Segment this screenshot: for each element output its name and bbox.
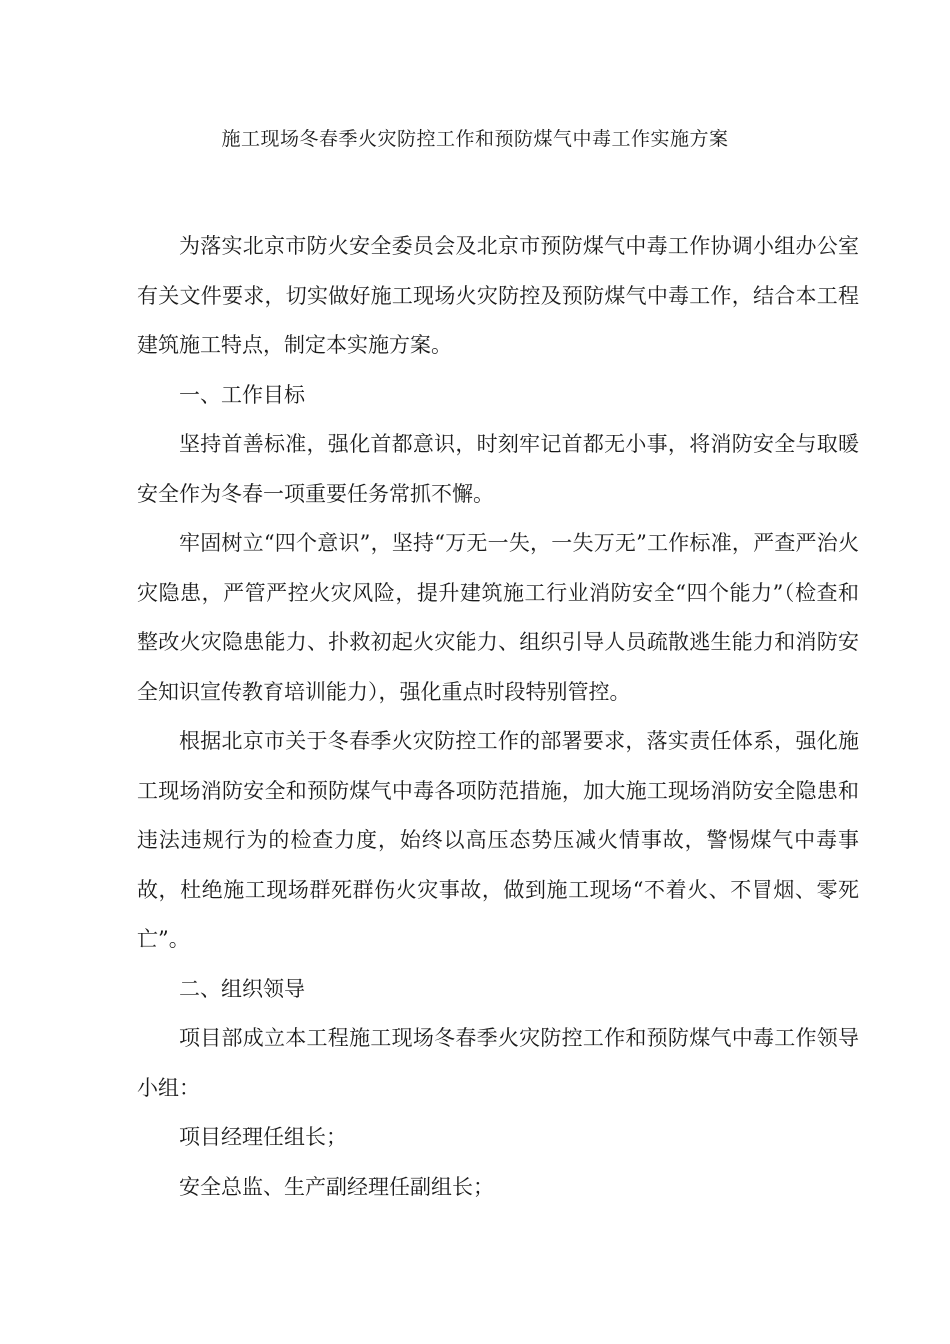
leader-item-1: 项目经理任组长； bbox=[179, 1125, 347, 1149]
goals-paragraph-3: 根据北京市关于冬春季火灾防控工作的部署要求，落实责任体系，强化施工现场消防安全和预防煤气中毒各项防范措施，加大施工现场消防安全隐患和违法违规行为的检查力度，始终以高压态势压减火情事故，警惕煤气中毒事故，杜绝施工现场群死群伤火灾事故，做到施工现场“不着火、不冒烟、零死亡”。 bbox=[137, 729, 859, 951]
leader-item-2: 安全总监、生产副经理任副组长； bbox=[179, 1174, 494, 1199]
section-heading-goals: 一、工作目标 bbox=[179, 382, 305, 407]
document-title: 施工现场冬春季火灾防控工作和预防煤气中毒工作实施方案 bbox=[221, 128, 729, 150]
leadership-paragraph: 项目部成立本工程施工现场冬春季火灾防控工作和预防煤气中毒工作领导小组： bbox=[137, 1026, 859, 1100]
document-body bbox=[137, 222, 859, 1212]
section-heading-leadership: 二、组织领导 bbox=[179, 976, 305, 1001]
goals-paragraph-2: 牢固树立“四个意识”，坚持“万无一失，一失万无”工作标准，严查严治火灾隐患，严管严控火灾风险，提升建筑施工行业消防安全“四个能力”（检查和整改火灾隐患能力、扑救初起火灾能力、组织引导人员疏散逃生能力和消防安全知识宣传教育培训能力），强化重点时段特别管控。 bbox=[137, 531, 859, 704]
intro-paragraph: 为落实北京市防火安全委员会及北京市预防煤气中毒工作协调小组办公室有关文件要求，切实做好施工现场火灾防控及预防煤气中毒工作，结合本工程建筑施工特点，制定本实施方案。 bbox=[137, 234, 859, 357]
goals-paragraph-1: 坚持首善标准，强化首都意识，时刻牢记首都无小事，将消防安全与取暖安全作为冬春一项重要任务常抓不懈。 bbox=[137, 432, 859, 506]
